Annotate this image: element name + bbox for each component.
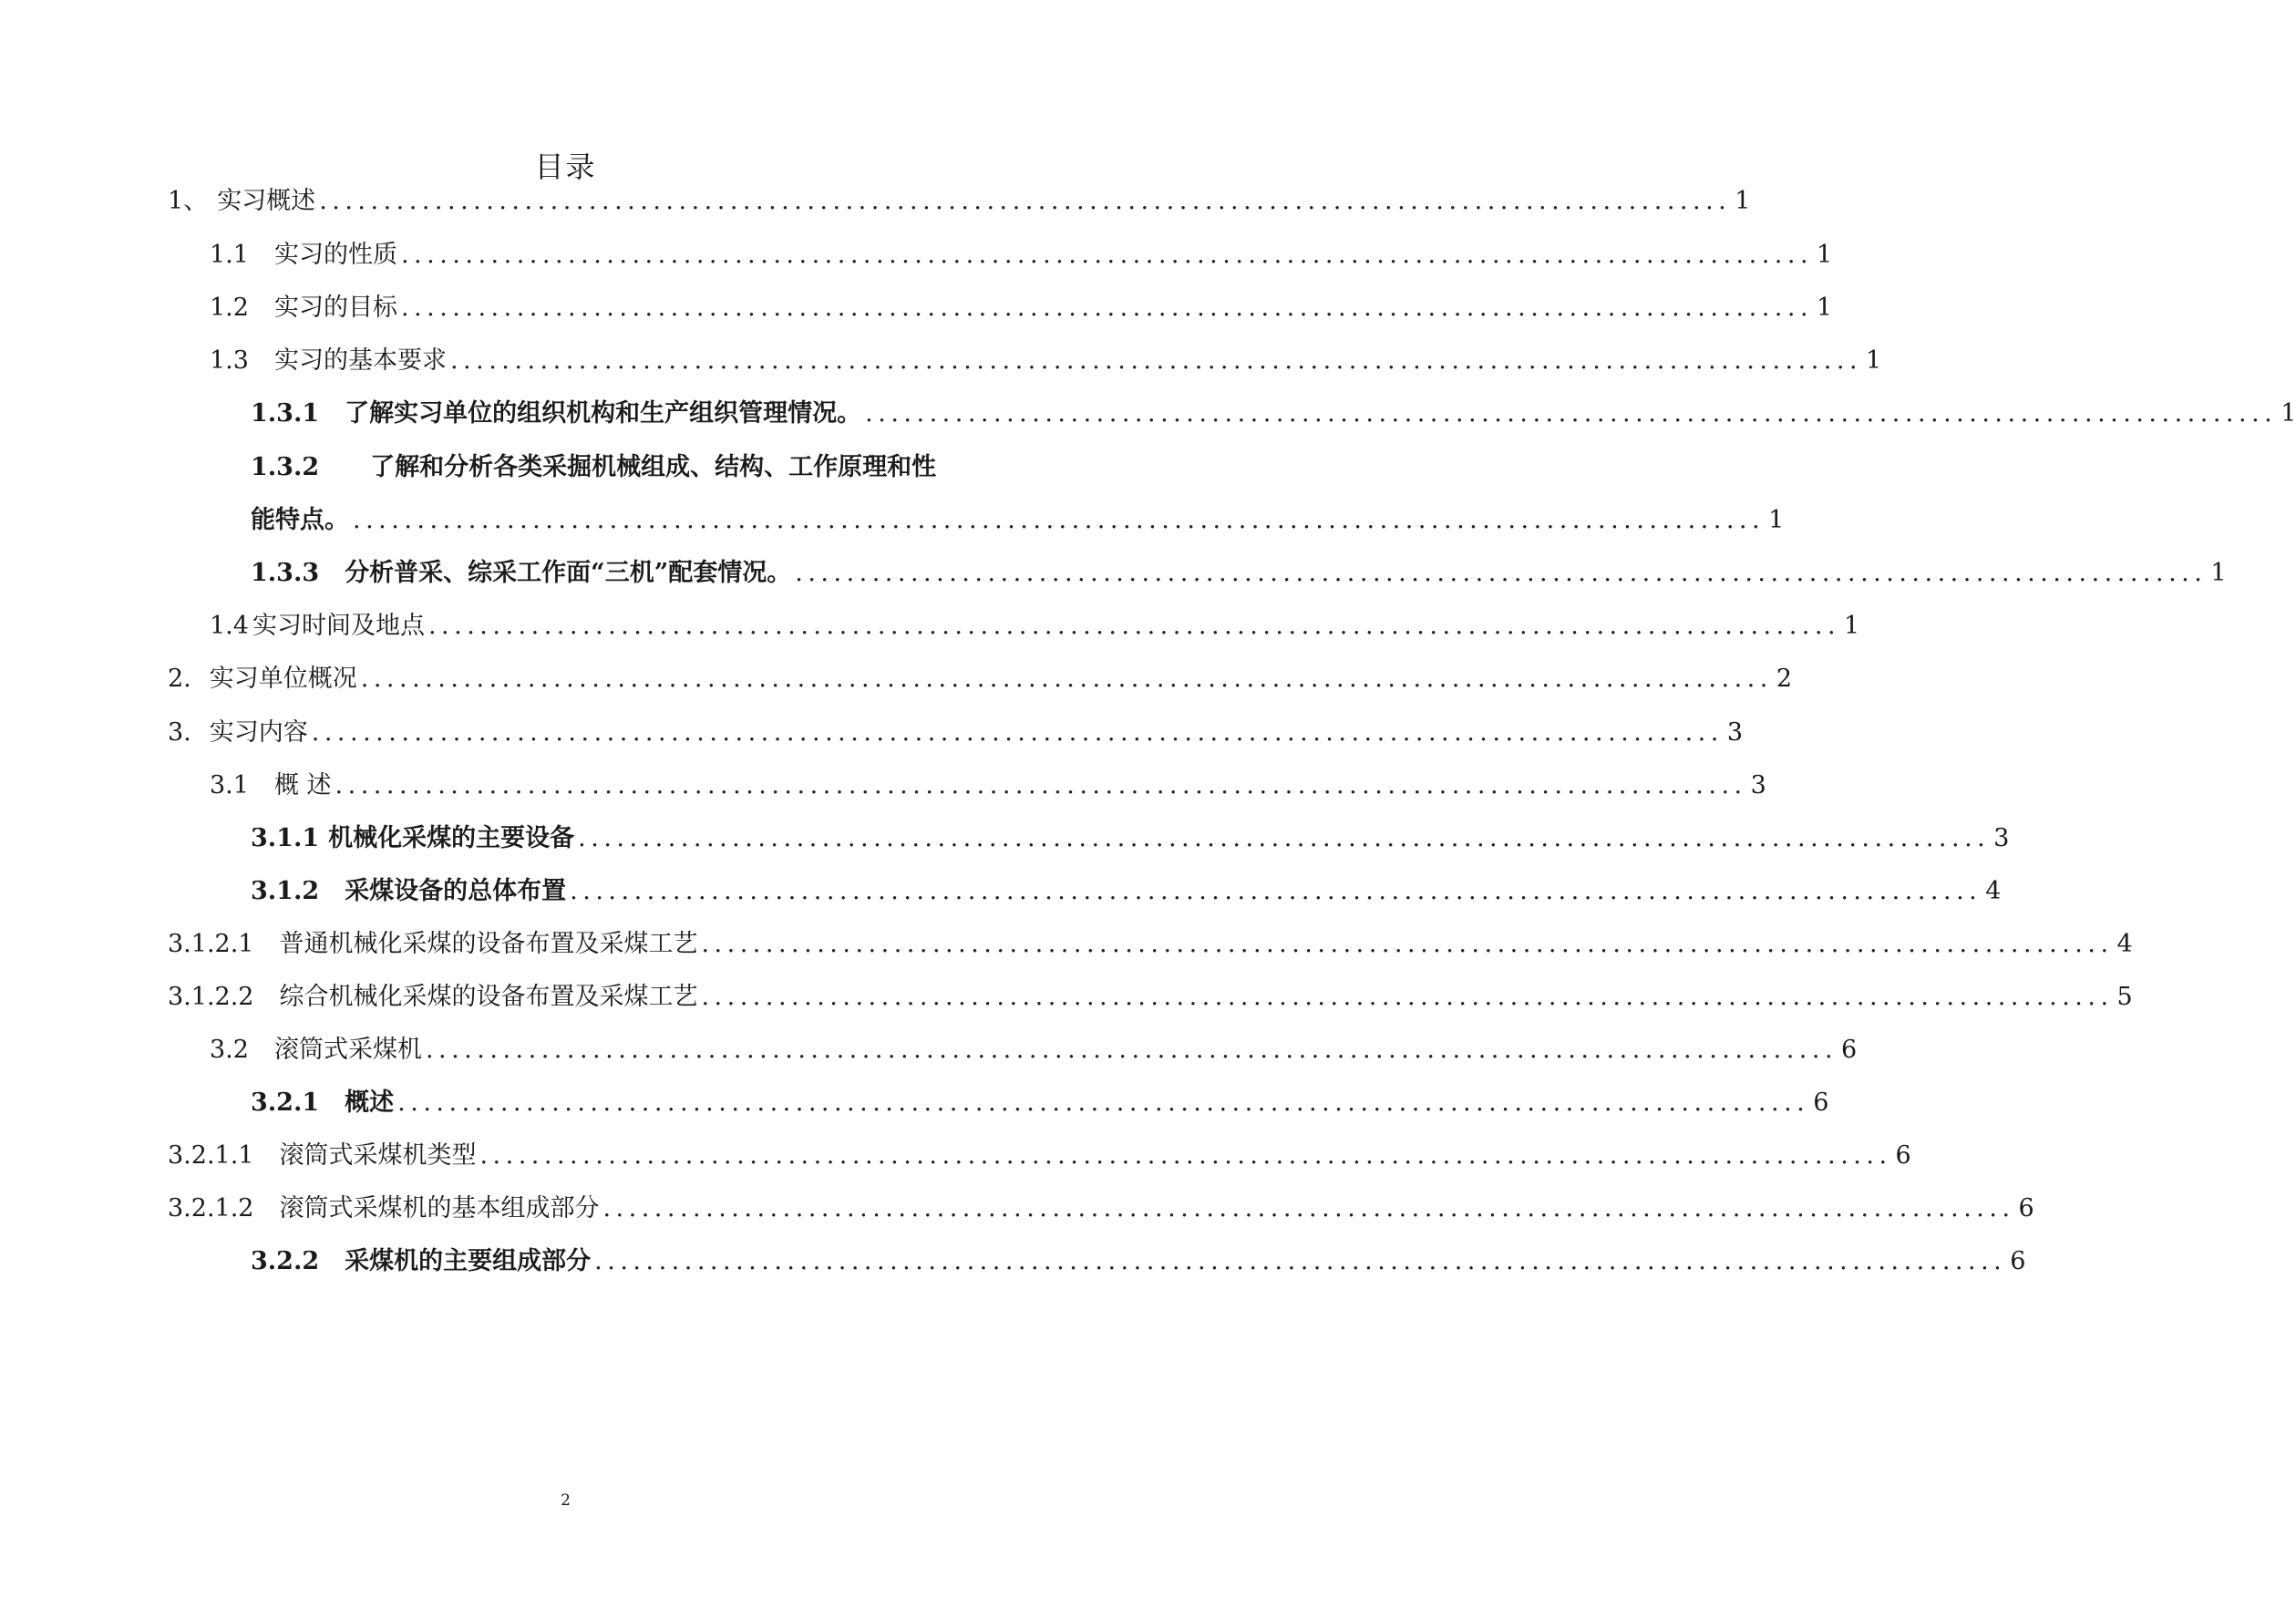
- toc-entry-title: 分析普采、综采工作面“三机”配套情况。: [345, 559, 792, 587]
- toc-entry[interactable]: [210, 293, 1833, 324]
- toc-entry[interactable]: [251, 876, 2002, 907]
- toc-entry-title: 概 述: [273, 771, 332, 800]
- toc-entry-page: 1: [1768, 506, 1785, 534]
- toc-entry-number: 3.2.2: [251, 1247, 320, 1275]
- toc-entry-title: 实习的基本要求: [273, 346, 447, 375]
- toc-title: 目录: [534, 150, 597, 184]
- toc-entry-page: 6: [1813, 1088, 1829, 1117]
- dot-leader: ..............................................................................................................: [360, 665, 1773, 693]
- dot-leader: ..............................................................................................................: [400, 294, 1814, 322]
- toc-entry[interactable]: [168, 1140, 1911, 1171]
- dot-leader: ..............................................................................................................: [335, 771, 1747, 800]
- toc-entry[interactable]: [168, 982, 2133, 1013]
- dot-leader: ..............................................................................................................: [479, 1141, 1892, 1170]
- toc-entry-page: 1: [1844, 612, 1860, 640]
- toc-entry-page: 1: [2210, 559, 2227, 587]
- toc-entry-number: 3.1.1: [251, 824, 320, 852]
- toc-entry-page: 6: [2018, 1194, 2034, 1222]
- toc-entry-page: 3: [1726, 718, 1744, 747]
- toc-entry-number: 3.1.2: [251, 877, 320, 905]
- toc-entry-number: 3.: [168, 718, 191, 747]
- dot-leader: ..............................................................................................................: [594, 1247, 2007, 1275]
- toc-entry[interactable]: [251, 1246, 2026, 1277]
- toc-entry[interactable]: [251, 1088, 1829, 1119]
- toc-entry-number: 1.3.1: [251, 399, 320, 428]
- toc-entry[interactable]: [168, 664, 1793, 695]
- toc-entry-title: 滚筒式采煤机: [273, 1036, 422, 1064]
- toc-entry[interactable]: [251, 398, 2296, 429]
- toc-entry-page: 1: [2281, 399, 2296, 428]
- toc-entry-title: 实习时间及地点: [252, 612, 425, 640]
- toc-entry-page: 6: [1895, 1141, 1911, 1170]
- dot-leader: ..............................................................................................................: [449, 346, 1863, 375]
- toc-entry-title: 了解实习单位的组织机构和生产组织管理情况。: [345, 399, 862, 428]
- toc-entry[interactable]: [210, 346, 1882, 377]
- dot-leader: ..............................................................................................................: [353, 506, 1766, 534]
- dot-leader: ..............................................................................................................: [795, 559, 2208, 587]
- toc-entry[interactable]: [251, 823, 2010, 854]
- page-number: 2: [561, 1491, 571, 1510]
- toc-entry[interactable]: [210, 240, 1833, 271]
- toc-entry-page: 1: [1817, 294, 1833, 322]
- toc-entry[interactable]: [168, 717, 1744, 748]
- dot-leader: ..............................................................................................................: [570, 877, 1982, 905]
- toc-entry-page: 4: [2116, 930, 2133, 958]
- toc-entry-title: 普通机械化采煤的设备布置及采煤工艺: [279, 930, 698, 958]
- toc-entry-number: 3.2.1.1: [168, 1141, 254, 1170]
- toc-entry-number: 1.3.3: [251, 559, 320, 587]
- toc-entry-title: 综合机械化采煤的设备布置及采煤工艺: [279, 983, 698, 1011]
- dot-leader: ..............................................................................................................: [311, 718, 1724, 747]
- toc-entry-title: 实习概述: [217, 187, 316, 215]
- toc-entry-page: 5: [2116, 983, 2133, 1011]
- toc-entry-title: 概述: [345, 1088, 395, 1117]
- toc-entry-title: 滚筒式采煤机类型: [279, 1141, 477, 1170]
- toc-entry-number: 2.: [168, 665, 191, 693]
- toc-entry-title: 实习单位概况: [209, 665, 357, 693]
- toc-entry-number: 3.1.2.2: [168, 983, 254, 1011]
- dot-leader: ..............................................................................................................: [602, 1194, 2015, 1222]
- dot-leader: ..............................................................................................................: [578, 824, 1991, 852]
- toc-entry-page: 1: [1735, 187, 1751, 215]
- dot-leader: ..............................................................................................................: [425, 1036, 1838, 1064]
- toc-entry-title: 机械化采煤的主要设备: [328, 824, 575, 852]
- toc-entry-title-continued: 能特点。: [251, 506, 349, 534]
- toc-entry[interactable]: [251, 558, 2227, 589]
- toc-entry-wrapped-first-line[interactable]: [251, 452, 936, 483]
- toc-entry-title: 实习内容: [209, 718, 308, 747]
- toc-entry-number: 3.1.2.1: [168, 930, 254, 958]
- toc-entry-number: 1.1: [210, 241, 249, 269]
- toc-entry-title: 实习的目标: [273, 294, 397, 322]
- toc-entry[interactable]: [210, 1035, 1858, 1066]
- toc-entry-number: 3.1: [210, 771, 249, 800]
- toc-entry-wrapped-second-line[interactable]: [251, 505, 1785, 536]
- toc-entry[interactable]: [168, 1193, 2034, 1224]
- toc-entry-number: 1.4: [210, 612, 249, 640]
- toc-entry[interactable]: [168, 929, 2133, 960]
- dot-leader: ..............................................................................................................: [427, 612, 1841, 640]
- toc-entry-number: 3.2.1: [251, 1088, 320, 1117]
- toc-entry-page: 3: [1993, 824, 2010, 852]
- toc-entry-page: 3: [1750, 771, 1766, 800]
- toc-entry[interactable]: [168, 186, 1751, 217]
- toc-entry-number: 1.3: [210, 346, 249, 375]
- toc-entry-title: 采煤设备的总体布置: [345, 877, 567, 905]
- dot-leader: ..............................................................................................................: [701, 983, 2114, 1011]
- toc-entry-title: 实习的性质: [273, 241, 397, 269]
- toc-entry-page: 6: [2010, 1247, 2026, 1275]
- toc-entry-title: 了解和分析各类采掘机械组成、结构、工作原理和性: [370, 453, 937, 481]
- toc-entry-number: 3.2.1.2: [168, 1194, 254, 1222]
- toc-entry-number: 1.3.2: [251, 453, 320, 481]
- toc-entry-number: 1.2: [210, 294, 249, 322]
- toc-entry-page: 1: [1866, 346, 1882, 375]
- dot-leader: ..............................................................................................................: [701, 930, 2114, 958]
- toc-entry-page: 1: [1817, 241, 1833, 269]
- dot-leader: ..............................................................................................................: [865, 399, 2278, 428]
- toc-entry-title: 滚筒式采煤机的基本组成部分: [279, 1194, 600, 1222]
- toc-entry-title: 采煤机的主要组成部分: [345, 1247, 592, 1275]
- toc-entry-number: 1、: [168, 187, 209, 215]
- toc-entry-page: 4: [1985, 877, 2002, 905]
- dot-leader: ..............................................................................................................: [400, 241, 1814, 269]
- toc-entry-page: 6: [1841, 1036, 1858, 1064]
- dot-leader: ..............................................................................................................: [397, 1088, 1810, 1117]
- dot-leader: ..............................................................................................................: [319, 187, 1732, 215]
- toc-entry-number: 3.2: [210, 1036, 249, 1064]
- toc-entry-page: 2: [1776, 665, 1793, 693]
- toc-entry[interactable]: [210, 770, 1766, 801]
- toc-entry[interactable]: [210, 611, 1860, 642]
